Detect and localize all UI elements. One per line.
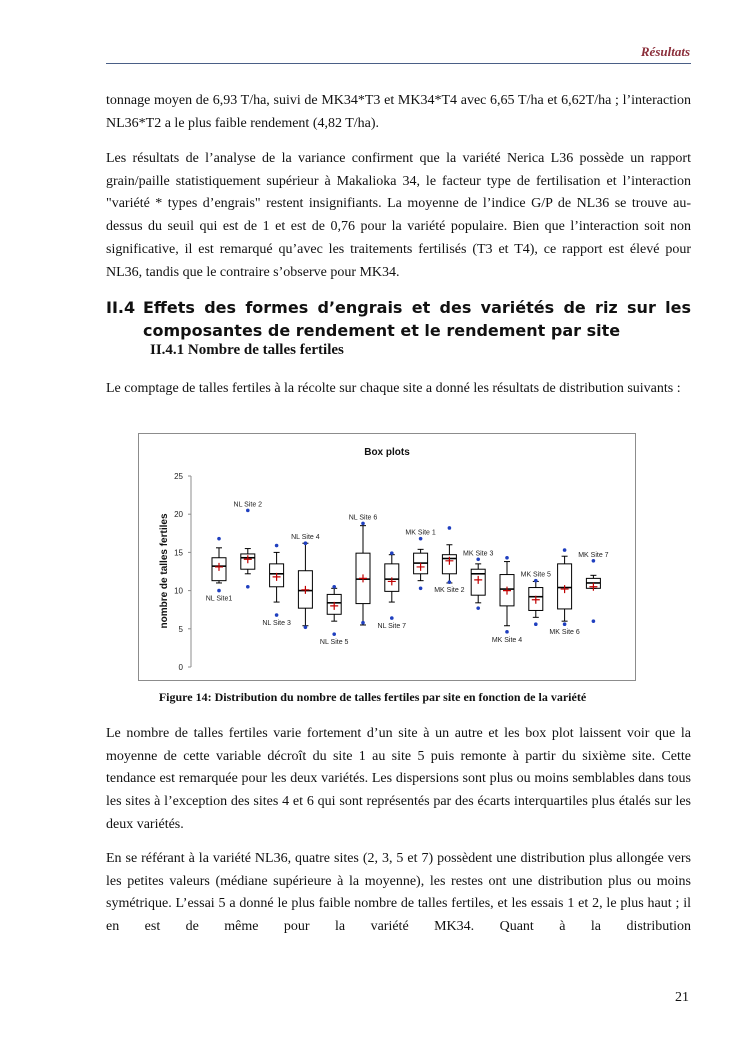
- outlier-point: [448, 580, 452, 584]
- box-plot-nl-site-2: [234, 501, 263, 588]
- page-number: 21: [675, 990, 689, 1005]
- outlier-point: [361, 621, 365, 625]
- outlier-point: [563, 548, 567, 552]
- outlier-point: [332, 632, 336, 636]
- y-tick-label: 5: [178, 624, 183, 634]
- box-plot-mk-site-3: [463, 550, 493, 610]
- outlier-point: [448, 526, 452, 530]
- outlier-point: [505, 556, 509, 560]
- y-tick-label: 10: [174, 586, 183, 596]
- outlier-point: [419, 537, 423, 541]
- box-plot-mk-site-2: [434, 526, 464, 594]
- outlier-point: [390, 616, 394, 620]
- outlier-point: [246, 509, 250, 513]
- outlier-point: [332, 585, 336, 589]
- outlier-point: [275, 544, 279, 548]
- outlier-point: [217, 589, 221, 593]
- site-label: NL Site 2: [233, 501, 263, 509]
- box-plot-nl-site1: [206, 537, 233, 603]
- box-plot-mk-site-7: [578, 552, 608, 623]
- outlier-point: [592, 559, 596, 563]
- y-tick-label: 0: [178, 663, 183, 672]
- site-label: NL Site 5: [319, 639, 349, 647]
- box-plot-nl-site-5: [320, 585, 349, 646]
- site-label: MK Site 2: [434, 587, 465, 595]
- y-tick-label: 25: [174, 472, 183, 481]
- box-plot-mk-site-6: [549, 548, 579, 636]
- y-tick-label: 15: [174, 548, 183, 558]
- outlier-point: [505, 630, 509, 634]
- site-label: MK Site 5: [520, 571, 551, 579]
- site-label: MK Site 3: [463, 550, 494, 558]
- paragraph-1: tonnage moyen de 6,93 T/ha, suivi de MK34*T3 et MK34*T4 avec 6,65 T/ha et 6,62T/ha ; l’interaction NL36*T2 a le plus faible rendement (4,82 T/ha).: [106, 93, 691, 131]
- section-title: Effets des formes d’engrais et des variétés de riz sur les composantes de rendement et le rendement par site: [143, 298, 691, 340]
- box-plot-nl-site-6: [349, 514, 378, 625]
- outlier-point: [304, 625, 308, 629]
- outlier-point: [217, 537, 221, 541]
- outlier-point: [476, 557, 480, 561]
- section-heading: [106, 296, 691, 342]
- outlier-point: [534, 622, 538, 626]
- running-header-title: Résultats: [640, 44, 690, 59]
- site-label: NL Site1: [205, 595, 233, 603]
- paragraph-2: Les résultats de l’analyse de la variance confirment que la variété Nerica L36 possède un rapport grain/paille statistiquement supérieur à Makalioka 34, le facteur type de fertilisation et l’interaction "variété * types d’engrais" restent insignifiants. La moyenne de l’indice G/P de NL36 se trouve au-dessus du seuil qui est de 1 et est de 0,76 pour la variété populaire. Bien que l’interaction soit non significative, il est remarqué qu’avec les traitements fertilisés (T3 et T4), ce rapport est élevé pour NL36, tandis que le contraire s’observe pour MK34.: [106, 151, 691, 280]
- figure-caption: Figure 14: Distribution du nombre de talles fertiles par site en fonction de la variété: [158, 690, 587, 704]
- site-label: NL Site 6: [348, 514, 378, 522]
- site-label: NL Site 3: [262, 620, 291, 628]
- site-label: NL Site 4: [291, 534, 320, 542]
- outlier-point: [476, 606, 480, 610]
- box-plot-nl-site-4: [291, 534, 320, 629]
- box-plot-mk-site-5: [521, 572, 551, 626]
- outlier-point: [246, 585, 250, 589]
- site-label: MK Site 7: [578, 551, 609, 559]
- site-label: MK Site 4: [491, 636, 523, 644]
- site-label: MK Site 6: [549, 629, 580, 637]
- paragraph-5: En se référant à la variété NL36, quatre sites (2, 3, 5 et 7) possèdent une distribution plus allongée vers les petites valeurs (médiane supérieure à la moyenne), les restes ont une distribution plus ou moins symétrique. L’essai 5 a donné le plus faible nombre de talles fertiles, et les essais 1 et 2, le plus haut ; il en est de même pour la variété MK34. Quant à la distribution: [106, 851, 691, 935]
- box-plot-nl-site-7: [378, 551, 407, 630]
- site-label: MK Site 1: [405, 529, 436, 537]
- paragraph-4: Le nombre de talles fertiles varie fortement d’un site à un autre et les box plot laissent voir que la moyenne de cette variable décroît du site 1 au site 5 puis remonte à partir du sixième site. Cette tendance est remarquée pour les deux variétés. Les dispersions sont plus ou moins semblables dans tous les sites à l’exception des sites 4 et 6 qui sont représentés par des écarts interquartiles plus étalés sur les deux variétés.: [106, 726, 691, 832]
- outlier-point: [304, 541, 308, 545]
- section-number: II.4: [106, 298, 136, 317]
- outlier-point: [419, 587, 423, 591]
- outlier-point: [534, 579, 538, 583]
- y-axis-label: nombre de talles fertiles: [159, 513, 170, 629]
- subsection-heading: II.4.1 Nombre de talles fertiles: [150, 342, 344, 358]
- box-plot-mk-site-4: [492, 556, 522, 644]
- chart-title: Box plots: [364, 447, 410, 458]
- outlier-point: [275, 613, 279, 617]
- outlier-point: [390, 551, 394, 555]
- figure-box-plots: [138, 433, 636, 681]
- outlier-point: [361, 522, 365, 526]
- site-label: NL Site 7: [377, 623, 407, 631]
- box-plot-nl-site-3: [262, 544, 291, 627]
- outlier-point: [563, 622, 567, 626]
- header-rule: [106, 63, 691, 64]
- box-plot-mk-site-1: [405, 530, 435, 590]
- paragraph-3: Le comptage de talles fertiles à la récolte sur chaque site a donné les résultats de distribution suivants :: [106, 381, 681, 396]
- box-plot-chart: [139, 434, 635, 680]
- y-tick-label: 20: [174, 510, 183, 520]
- outlier-point: [592, 619, 596, 623]
